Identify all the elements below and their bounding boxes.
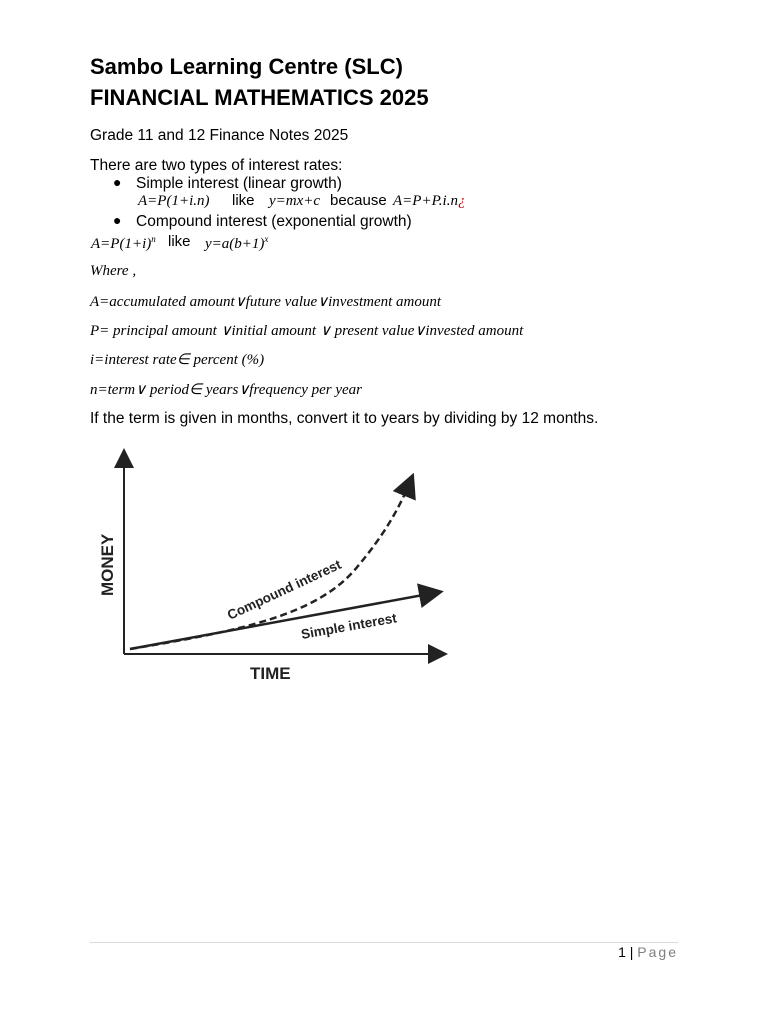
linear-equation: y=mx+c — [269, 193, 321, 209]
grade-notes-line: Grade 11 and 12 Finance Notes 2025 — [90, 127, 349, 144]
compound-interest-label: Compound interest — [224, 556, 344, 623]
page-footer — [618, 944, 678, 960]
footer-separator: | — [625, 944, 638, 960]
months-conversion-note: If the term is given in months, convert it to years by dividing by 12 months. — [90, 410, 599, 427]
because-word: because — [330, 192, 387, 209]
compound-exponent: n — [151, 234, 156, 244]
simple-expanded-formula — [393, 193, 465, 210]
definition-n: n=term∨ period∈ years∨frequency per year — [90, 382, 363, 398]
bullet-compound-interest: Compound interest (exponential growth) — [136, 213, 412, 230]
like-word-2: like — [168, 233, 191, 250]
bullet-dot: ● — [113, 174, 122, 190]
simple-formula — [138, 193, 209, 210]
compound-formula-text: A=P(1+i) — [91, 236, 152, 252]
definition-a: A=accumulated amount∨future value∨investment amount — [90, 294, 442, 310]
page-word: Page — [637, 944, 678, 960]
y-axis-label: MONEY — [98, 533, 117, 596]
exponential-equation — [205, 234, 268, 253]
bullet-dot: ● — [113, 212, 122, 228]
footer-divider — [90, 942, 678, 943]
simple-formula-text: A=P(1+i.n) — [138, 193, 210, 209]
like-word: like — [232, 192, 255, 209]
exponential-equation-text: y=a(b+1) — [205, 236, 265, 252]
definition-i: i=interest rate∈ percent (%) — [90, 352, 265, 368]
document-title: Sambo Learning Centre (SLC) — [90, 54, 403, 79]
page-number: 1 — [618, 944, 626, 960]
bullet-simple-interest: Simple interest (linear growth) — [136, 175, 342, 192]
simple-expanded-text: A=P+P.i.n — [393, 193, 458, 209]
document-subtitle-heading: FINANCIAL MATHEMATICS 2025 — [90, 85, 429, 110]
formula-error-mark: ¿ — [457, 193, 466, 209]
x-axis-label: TIME — [250, 664, 291, 683]
simple-interest-label: Simple interest — [299, 610, 398, 642]
intro-text: There are two types of interest rates: — [90, 157, 343, 174]
compound-formula — [91, 234, 156, 253]
interest-growth-graph — [88, 446, 454, 686]
exponential-exponent: x — [264, 234, 269, 244]
definition-p: P= principal amount ∨initial amount ∨ present value∨invested amount — [90, 323, 524, 339]
where-label: Where , — [90, 263, 137, 279]
